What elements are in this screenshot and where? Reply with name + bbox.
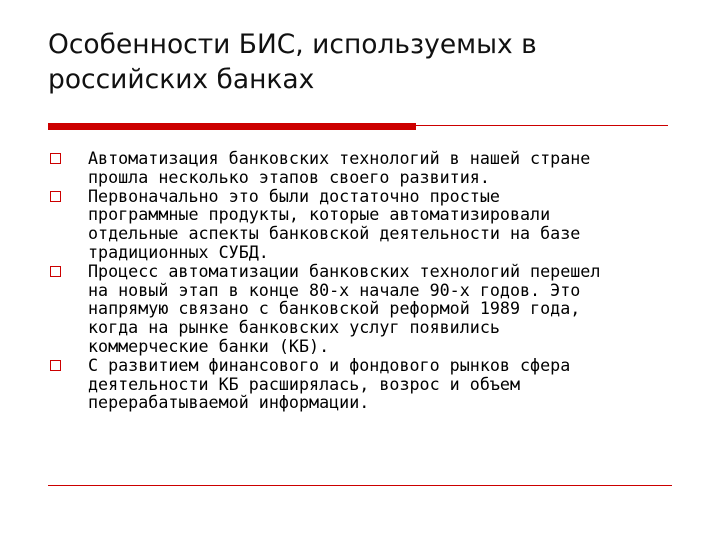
slide-title-line: Особенности БИС, используемых в <box>48 29 537 60</box>
bullet-text-line: отдельные аспекты банковской деятельности на базе <box>88 223 581 244</box>
bullet-text-line: коммерческие банки (КБ). <box>88 335 330 356</box>
bullet-text-line: Первоначально это были достаточно простые <box>88 185 500 206</box>
bullet-text-line: традиционных СУБД. <box>88 241 269 262</box>
bullet-text-line: С развитием финансового и фондового рынков сфера <box>88 354 571 375</box>
bullet-item <box>50 262 690 356</box>
hollow-square-bullet-icon <box>50 360 61 371</box>
hollow-square-bullet-icon <box>50 191 61 202</box>
bullet-item <box>50 187 690 262</box>
bullet-text-line: перерабатываемой информации. <box>88 392 370 413</box>
bullet-item <box>50 356 690 412</box>
bullet-item <box>50 149 690 187</box>
bullet-text-line: деятельности КБ расширялась, возрос и объем <box>88 373 521 394</box>
bullet-text-line: прошла несколько этапов своего развития. <box>88 166 490 187</box>
footer-divider-line <box>48 485 672 486</box>
bullet-text-line: когда на рынке банковских услуг появились <box>88 317 500 338</box>
bullet-text-line: напрямую связано с банковской реформой 1989 года, <box>88 298 581 319</box>
bullet-text-line: программные продукты, которые автоматизировали <box>88 204 551 225</box>
bullet-text-line: на новый этап в конце 80-х начале 90-х годов. Это <box>88 279 581 300</box>
slide-title <box>48 27 688 97</box>
bullet-list <box>50 149 690 412</box>
bullet-text-line: Автоматизация банковских технологий в нашей стране <box>88 148 591 168</box>
slide-title-line: российских банках <box>48 64 315 95</box>
bullet-text-line: Процесс автоматизации банковских технологий перешел <box>88 260 601 281</box>
hollow-square-bullet-icon <box>50 153 61 164</box>
title-accent-bar <box>48 123 416 130</box>
hollow-square-bullet-icon <box>50 266 61 277</box>
